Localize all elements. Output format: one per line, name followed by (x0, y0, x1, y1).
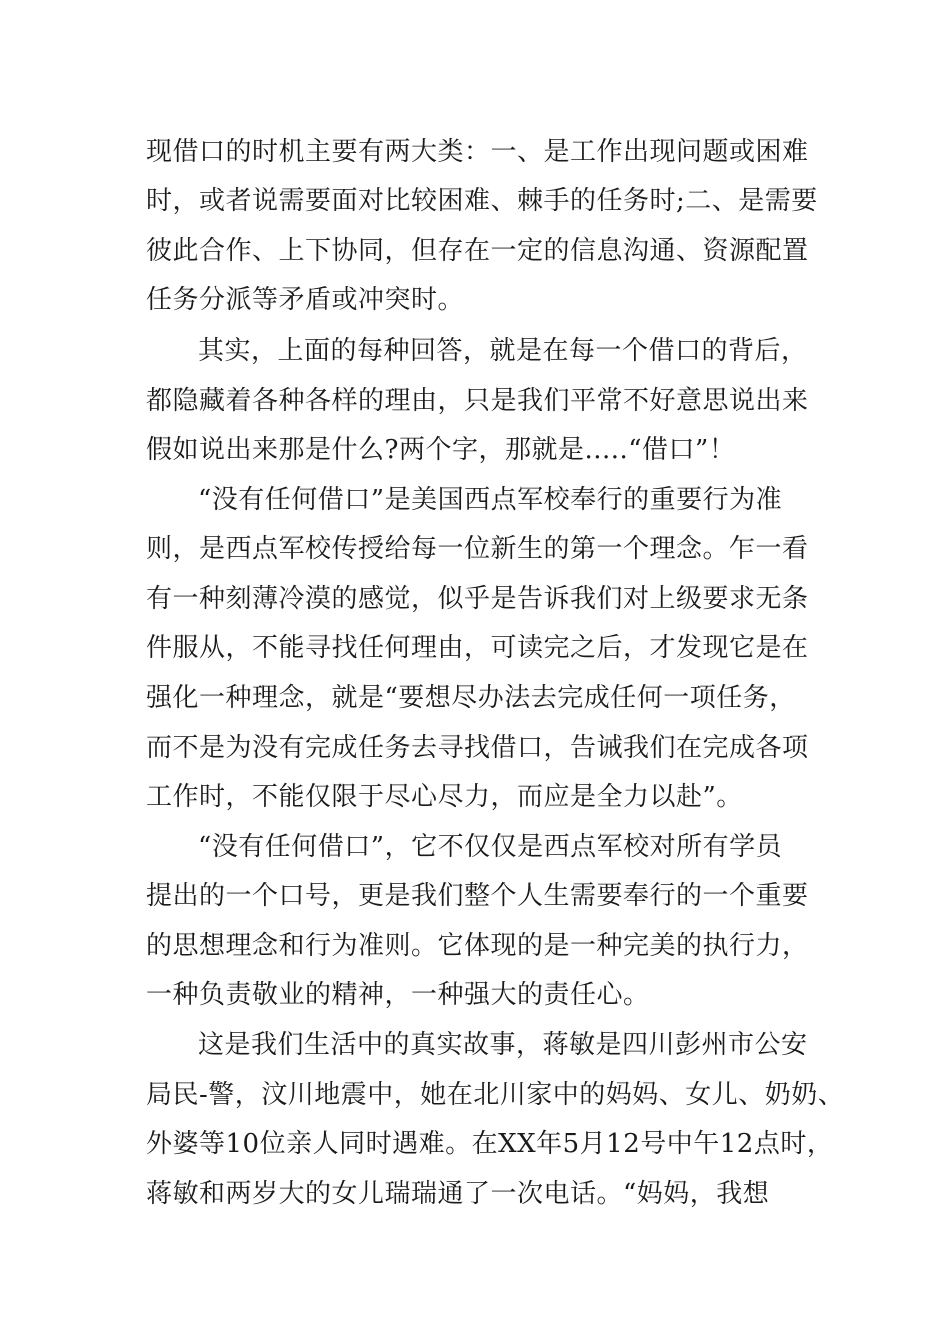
text-line: 有一种刻薄冷漠的感觉，似乎是告诉我们对上级要求无条 (146, 584, 809, 614)
paragraph-first-line: “没有任何借口”是美国西点军校奉行的重要行为准 (198, 485, 783, 515)
text-line: 假如说出来那是什么?两个字，那就是.....“借口”！ (146, 435, 736, 465)
text-line: 提出的一个口号，更是我们整个人生需要奉行的一个重要 (146, 881, 809, 911)
text-line: 现借口的时机主要有两大类：一、是工作出现问题或困难 (146, 137, 809, 167)
text-line: 一种负责敬业的精神，一种强大的责任心。 (146, 980, 650, 1010)
paragraph-first-line: 其实，上面的每种回答，就是在每一个借口的背后， (198, 336, 808, 366)
text-line: 彼此合作、上下协同，但存在一定的信息沟通、资源配置 (146, 236, 809, 266)
text-line: 局民-警，汶川地震中，她在北川家中的妈妈、女儿、奶奶、 (146, 1080, 845, 1110)
paragraph-first-line: “没有任何借口”，它不仅仅是西点军校对所有学员 (198, 832, 783, 862)
paragraph-first-line: 这是我们生活中的真实故事，蒋敏是四川彭州市公安 (198, 1030, 808, 1060)
text-line: 蒋敏和两岁大的女儿瑞瑞通了一次电话。“妈妈，我想 (146, 1179, 770, 1209)
text-line: 外婆等10位亲人同时遇难。在XX年5月12号中午12点时， (146, 1129, 834, 1159)
text-line: 强化一种理念，就是“要想尽办法去完成任何一项任务， (146, 683, 796, 713)
text-line: 工作时，不能仅限于尽心尽力，而应是全力以赴”。 (146, 782, 743, 812)
text-line: 任务分派等矛盾或冲突时。 (146, 285, 465, 315)
text-line: 则，是西点军校传授给每一位新生的第一个理念。乍一看 (146, 534, 809, 564)
text-line: 的思想理念和行为准则。它体现的是一种完美的执行力， (146, 931, 809, 961)
text-line: 都隐藏着各种各样的理由，只是我们平常不好意思说出来 (146, 386, 809, 416)
text-line: 时，或者说需要面对比较困难、棘手的任务时;二、是需要 (146, 186, 818, 216)
text-line: 件服从，不能寻找任何理由，可读完之后，才发现它是在 (146, 633, 809, 663)
text-line: 而不是为没有完成任务去寻找借口，告诫我们在完成各项 (146, 733, 809, 763)
